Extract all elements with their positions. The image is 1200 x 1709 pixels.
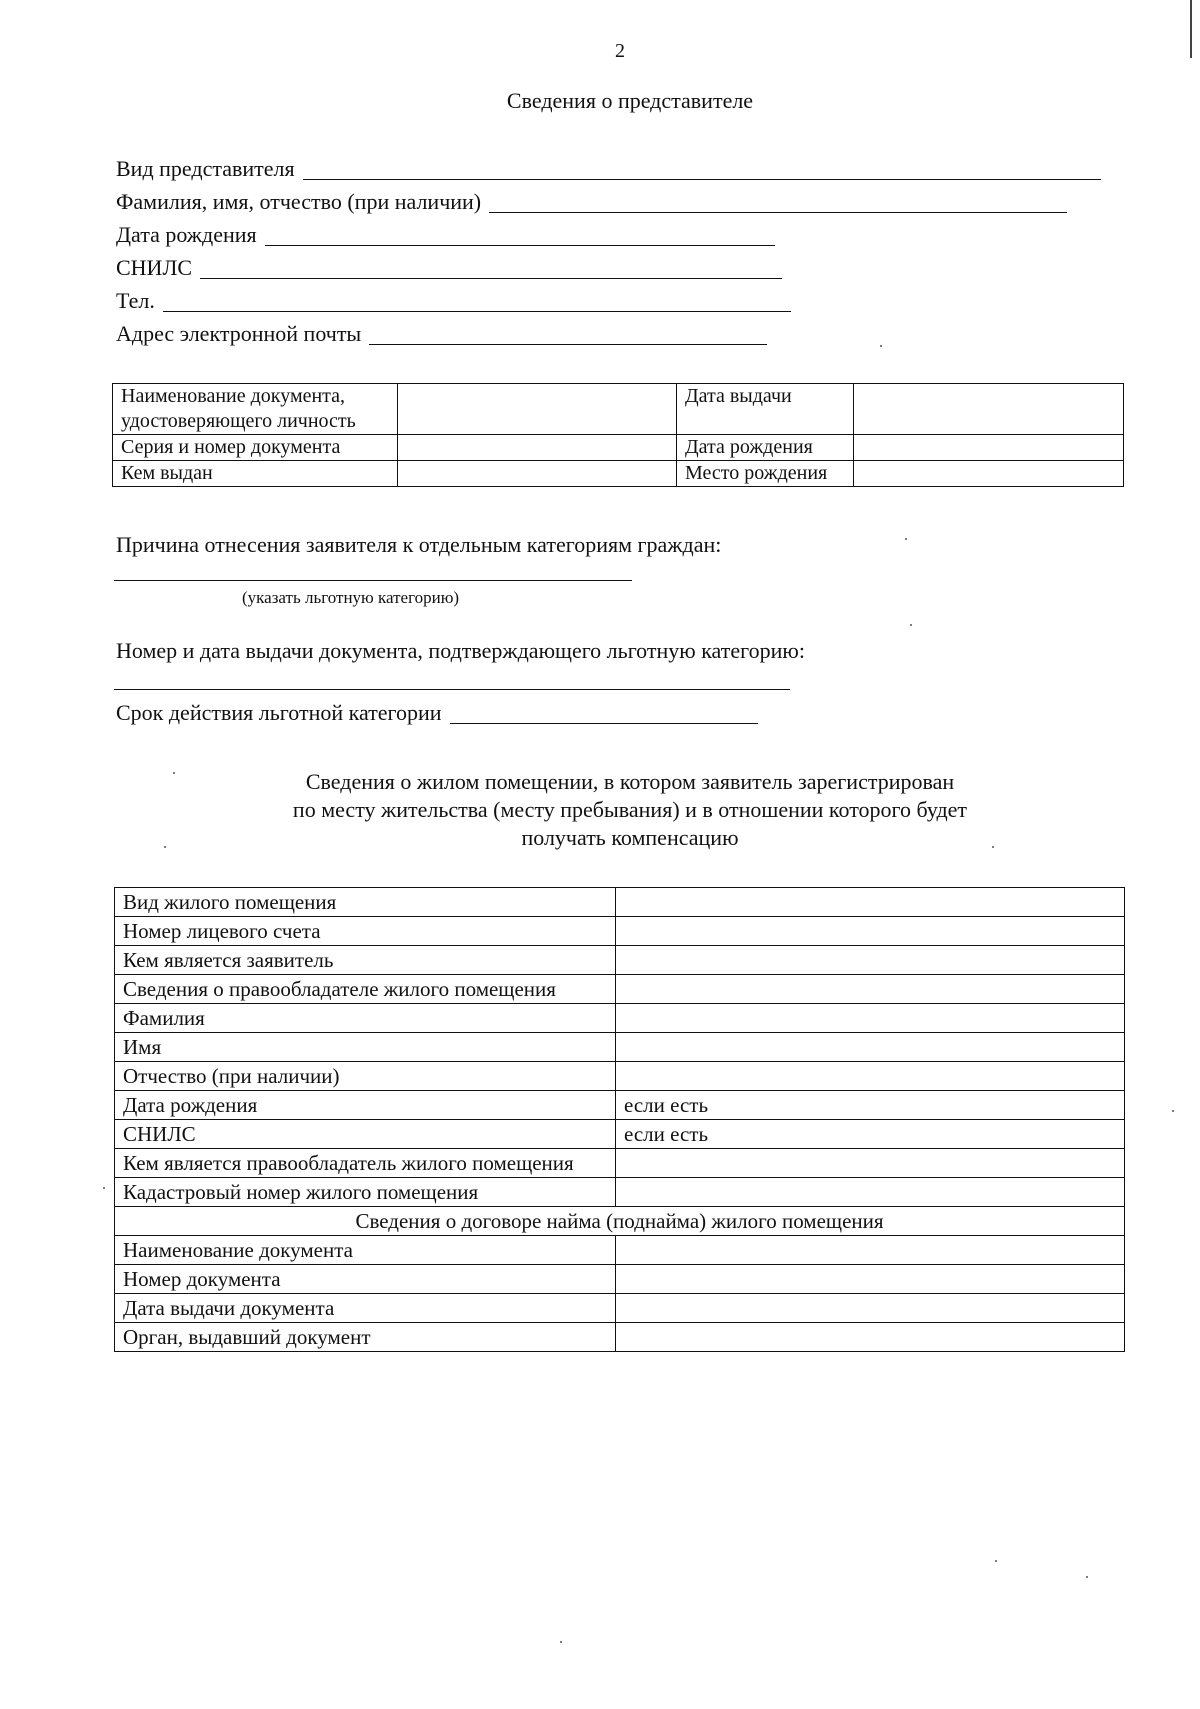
field-label: Фамилия, имя, отчество (при наличии)	[116, 189, 482, 214]
table-row	[115, 1062, 1125, 1091]
cell-label: Кем выдан	[113, 461, 398, 487]
table-row	[115, 1120, 1125, 1149]
row-label: Дата рождения	[115, 1091, 616, 1120]
field-label: Адрес электронной почты	[116, 321, 362, 346]
row-value[interactable]	[616, 1178, 1125, 1207]
row-value[interactable]	[616, 1062, 1125, 1091]
field-input-line[interactable]	[489, 190, 1067, 213]
field-label: Дата рождения	[116, 222, 257, 247]
field-input-line[interactable]	[163, 289, 791, 312]
cell-label: Наименование документа, удостоверяющего личность	[113, 384, 398, 435]
table-row	[115, 946, 1125, 975]
field-snils[interactable]	[116, 251, 782, 279]
table-row	[115, 1178, 1125, 1207]
housing-section-title	[0, 768, 1200, 852]
field-label: Вид представителя	[116, 156, 295, 181]
row-value[interactable]	[616, 1323, 1125, 1352]
row-label: Сведения о правообладателе жилого помещения	[115, 975, 616, 1004]
cell-label: Дата выдачи	[677, 384, 854, 435]
cell-input[interactable]	[398, 435, 677, 461]
scan-speck	[995, 1560, 997, 1562]
field-input-line[interactable]	[369, 322, 767, 345]
cell-input[interactable]	[398, 461, 677, 487]
table-row	[115, 917, 1125, 946]
scan-speck	[1086, 1576, 1088, 1578]
scan-speck	[103, 1187, 105, 1189]
cell-label: Место рождения	[677, 461, 854, 487]
field-category-term[interactable]	[116, 696, 758, 724]
field-input-line[interactable]	[265, 223, 775, 246]
category-document-label: Номер и дата выдачи документа, подтверждающего льготную категорию:	[116, 638, 805, 663]
row-value[interactable]	[616, 1004, 1125, 1033]
row-label: Фамилия	[115, 1004, 616, 1033]
cell-input[interactable]	[398, 384, 677, 435]
row-label: Кем является правообладатель жилого помещения	[115, 1149, 616, 1178]
row-label: Номер лицевого счета	[115, 917, 616, 946]
field-input-line[interactable]	[200, 256, 782, 279]
row-value[interactable]	[616, 1149, 1125, 1178]
row-label: Номер документа	[115, 1265, 616, 1294]
table-row	[115, 1323, 1125, 1352]
row-value[interactable]	[616, 917, 1125, 946]
cell-input[interactable]	[854, 435, 1124, 461]
contract-section-header: Сведения о договоре найма (поднайма) жилого помещения	[115, 1207, 1125, 1236]
table-row	[115, 1033, 1125, 1062]
scan-speck	[880, 345, 882, 347]
table-row	[113, 461, 1124, 487]
cell-input[interactable]	[854, 461, 1124, 487]
category-document-input-line[interactable]	[114, 689, 790, 690]
cell-label: Серия и номер документа	[113, 435, 398, 461]
row-label: Вид жилого помещения	[115, 888, 616, 917]
field-phone[interactable]	[116, 284, 791, 312]
table-row	[115, 975, 1125, 1004]
row-value[interactable]	[616, 1294, 1125, 1323]
table-row	[115, 1149, 1125, 1178]
category-reason-label: Причина отнесения заявителя к отдельным категориям граждан:	[116, 532, 722, 557]
field-label: Тел.	[116, 288, 155, 313]
field-representative-type[interactable]	[116, 152, 1101, 180]
row-value[interactable]	[616, 975, 1125, 1004]
scan-speck	[173, 772, 175, 774]
table-row	[113, 384, 1124, 435]
housing-title-line: получать компенсацию	[521, 825, 739, 850]
field-birth-date[interactable]	[116, 218, 775, 246]
field-email[interactable]	[116, 317, 767, 345]
row-label: Имя	[115, 1033, 616, 1062]
category-reason-input-line[interactable]	[114, 580, 632, 581]
cell-input[interactable]	[854, 384, 1124, 435]
cell-label: Дата рождения	[677, 435, 854, 461]
row-value[interactable]	[616, 946, 1125, 975]
row-label: Кем является заявитель	[115, 946, 616, 975]
scan-speck	[905, 538, 907, 540]
table-row	[115, 888, 1125, 917]
row-label: Орган, выдавший документ	[115, 1323, 616, 1352]
table-row	[113, 435, 1124, 461]
housing-title-line: Сведения о жилом помещении, в котором заявитель зарегистрирован	[305, 769, 955, 794]
table-row	[115, 1091, 1125, 1120]
row-value[interactable]: если есть	[616, 1120, 1125, 1149]
table-row	[115, 1207, 1125, 1236]
field-full-name[interactable]	[116, 185, 1067, 213]
row-label: Дата выдачи документа	[115, 1294, 616, 1323]
page-number: 2	[615, 40, 625, 62]
housing-title-line: по месту жительства (месту пребывания) и в отношении которого будет	[292, 797, 968, 822]
row-value[interactable]	[616, 888, 1125, 917]
page-title: Сведения о представителе	[506, 88, 754, 113]
field-label: Срок действия льготной категории	[116, 700, 442, 725]
row-label: СНИЛС	[115, 1120, 616, 1149]
field-label: СНИЛС	[116, 255, 193, 280]
table-row	[115, 1236, 1125, 1265]
row-value[interactable]	[616, 1033, 1125, 1062]
table-row	[115, 1294, 1125, 1323]
table-row	[115, 1004, 1125, 1033]
identity-document-table	[112, 383, 1124, 487]
scan-speck	[910, 624, 912, 626]
scan-speck	[992, 846, 994, 848]
scan-speck	[1172, 1110, 1174, 1112]
row-value[interactable]	[616, 1236, 1125, 1265]
field-input-line[interactable]	[303, 157, 1101, 180]
housing-table	[114, 887, 1125, 1352]
scan-speck	[560, 1641, 562, 1643]
row-label: Наименование документа	[115, 1236, 616, 1265]
category-reason-note: (указать льготную категорию)	[242, 588, 460, 607]
row-label: Отчество (при наличии)	[115, 1062, 616, 1091]
field-input-line[interactable]	[450, 701, 758, 724]
scan-speck	[164, 846, 166, 848]
table-row	[115, 1265, 1125, 1294]
row-label: Кадастровый номер жилого помещения	[115, 1178, 616, 1207]
row-value[interactable]	[616, 1265, 1125, 1294]
row-value[interactable]: если есть	[616, 1091, 1125, 1120]
